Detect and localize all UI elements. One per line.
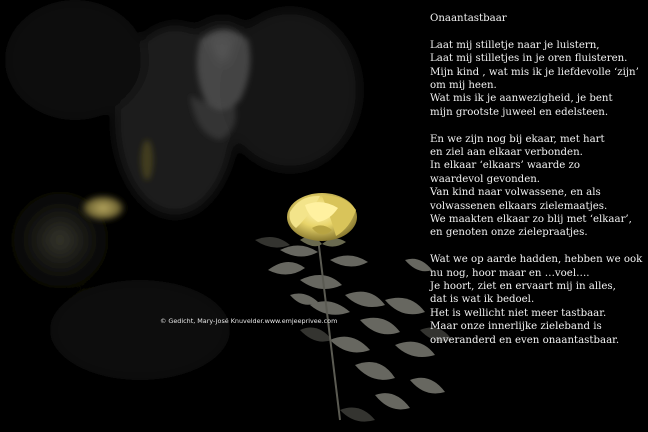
poem-stanza-1 <box>430 39 644 119</box>
poem-line: waardevol gevonden. <box>430 173 541 185</box>
poem-stanza-2 <box>430 133 644 240</box>
poem-title: Onaantastbaar <box>430 13 507 24</box>
poem-line: We maakten elkaar zo blij met ‘elkaar’, <box>430 214 632 226</box>
poem-line: Maar onze innerlijke zieleband is <box>430 321 602 333</box>
poem-line: In elkaar ‘elkaars’ waarde zo <box>430 160 580 172</box>
poem-line: onveranderd en even onaantastbaar. <box>430 334 620 346</box>
poem-line: mijn grootste juweel en edelsteen. <box>430 106 609 118</box>
poem-line: Wat we op aarde hadden, hebben we ook <box>430 254 643 266</box>
poem-line: en genoten onze zielepraatjes. <box>430 227 588 239</box>
poem-line: Het is wellicht niet meer tastbaar. <box>430 307 607 319</box>
poem-line: En we zijn nog bij ekaar, met hart <box>430 133 605 145</box>
poem <box>430 12 644 361</box>
poem-line: Laat mij stilletje naar je luistern, <box>430 39 600 51</box>
poem-line: dat is wat ik bedoel. <box>430 294 535 306</box>
poem-line: en ziel aan elkaar verbonden. <box>430 147 583 159</box>
copyright-credit: © Gedicht, Mary-José Knuvelder.www.emjeeprivee.com <box>160 317 338 325</box>
poem-line: nu nog, hoor maar en …voel…. <box>430 267 590 279</box>
poem-line: Mijn kind , wat mis ik je liefdevolle ‘zijn’ <box>430 66 639 78</box>
poem-stanza-3 <box>430 253 644 347</box>
poem-line: volwassenen elkaars zielemaatjes. <box>430 200 608 212</box>
poem-line: om mij heen. <box>430 80 497 92</box>
poem-line: Wat mis ik je aanwezigheid, je bent <box>430 93 613 105</box>
poem-line: Laat mij stilletjes in je oren fluisteren. <box>430 53 628 65</box>
poem-line: Van kind naar volwassene, en als <box>430 187 601 199</box>
poem-line: Je hoort, ziet en ervaart mij in alles, <box>430 281 616 293</box>
